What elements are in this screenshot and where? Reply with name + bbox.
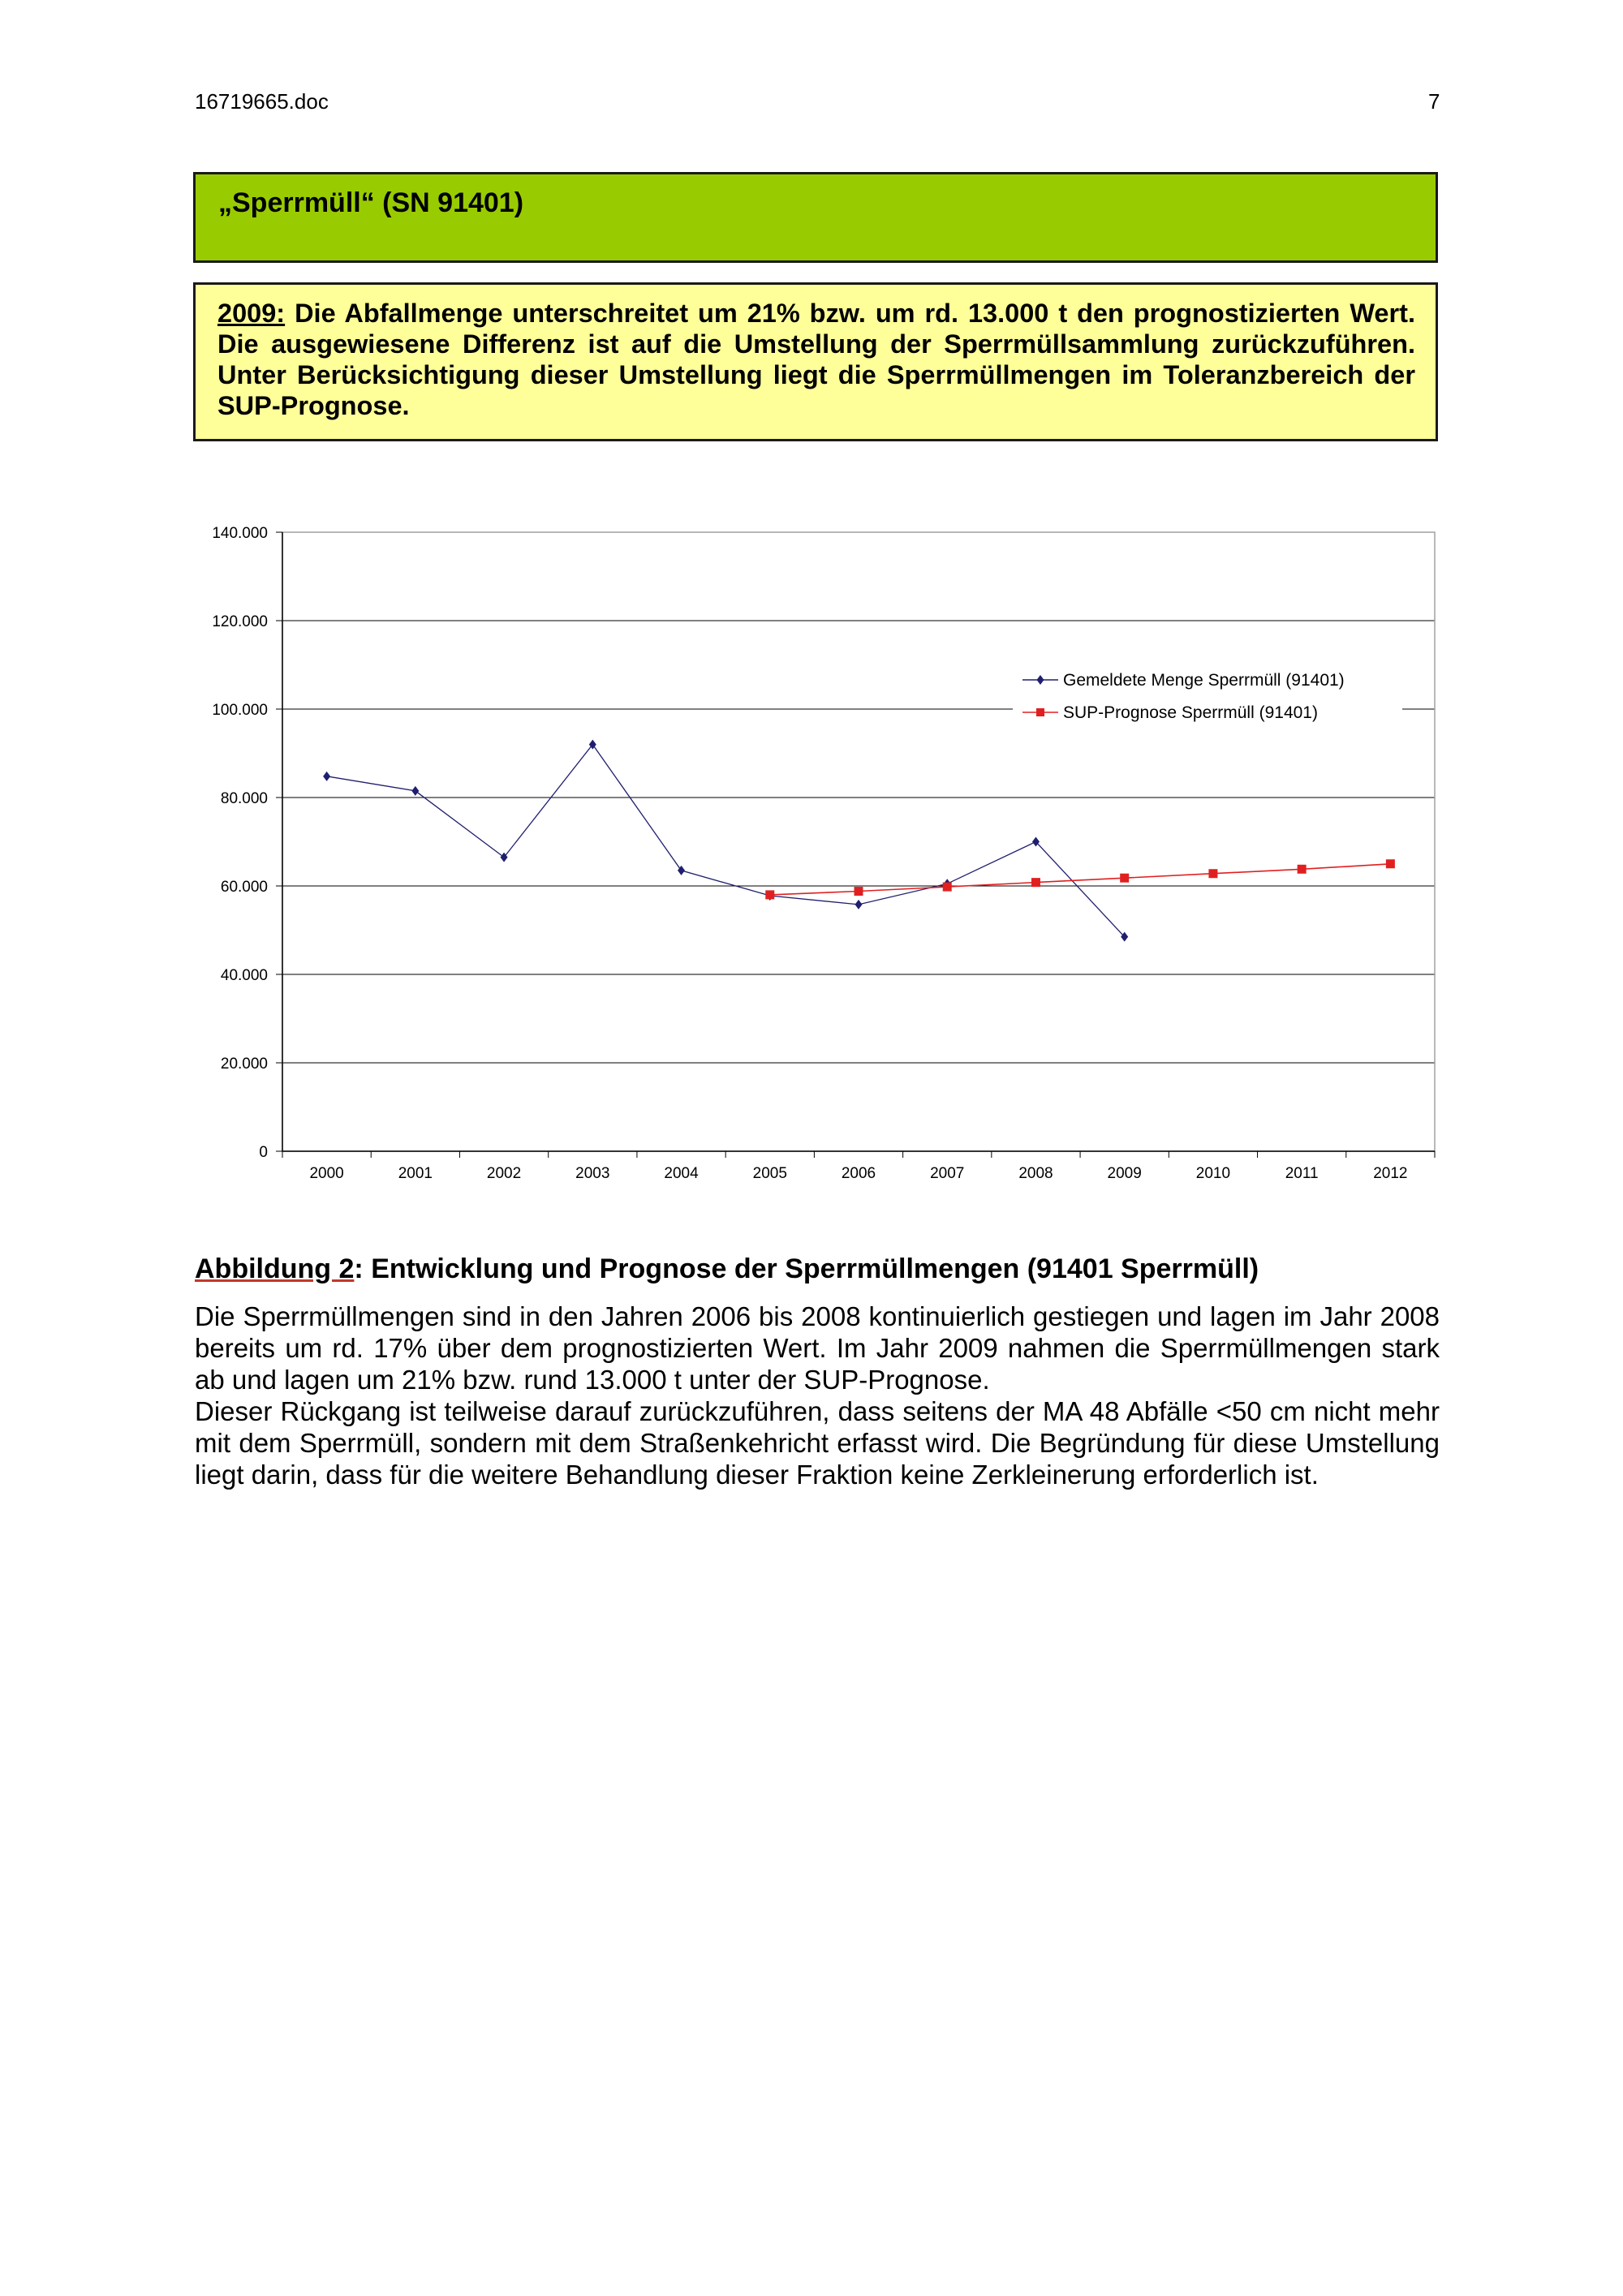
legend-entry-label: SUP-Prognose Sperrmüll (91401): [1063, 703, 1318, 722]
x-tick-label: 2012: [1373, 1165, 1408, 1182]
body-paragraph-line: Dieser Rückgang ist teilweise darauf zurückzuführen, dass seitens der MA 48 Abfälle <50 cm nicht mehr mit dem Sperrmüll, sondern mit dem Straßenkehricht erfasst wird. Die Begründung für diese Umstellung liegt darin, dass für die weitere Behandlung dieser Fraktion keine Zerkleinerung erforderlich ist.: [195, 1396, 1440, 1490]
data-point-marker: [1208, 869, 1217, 878]
section-title-box: [193, 172, 1438, 263]
data-point-marker: [765, 890, 774, 899]
data-point-marker: [943, 883, 952, 892]
legend-entry-label: Gemeldete Menge Sperrmüll (91401): [1063, 671, 1345, 690]
page-number: 7: [1428, 89, 1440, 114]
y-tick-label: 80.000: [220, 790, 268, 807]
chart-gridlines: [282, 532, 1435, 1063]
series-line: [327, 745, 1125, 937]
figure-caption-text: : Entwicklung und Prognose der Sperrmüllmengen (91401 Sperrmüll): [354, 1253, 1259, 1284]
y-tick-label: 100.000: [212, 702, 268, 719]
note-box: [193, 282, 1438, 441]
y-tick-label: 0: [259, 1144, 268, 1161]
data-point-marker: [1298, 865, 1307, 874]
figure-caption-label: Abbildung 2: [195, 1253, 355, 1284]
x-tick-label: 2000: [309, 1165, 344, 1182]
x-tick-label: 2002: [486, 1165, 522, 1182]
chart-axes: [212, 525, 1435, 1182]
data-point-marker: [855, 900, 863, 909]
data-point-marker: [411, 786, 419, 796]
y-tick-label: 120.000: [212, 613, 268, 630]
x-tick-label: 2010: [1195, 1165, 1231, 1182]
x-tick-label: 2003: [575, 1165, 610, 1182]
note-year-label: 2009:: [217, 299, 286, 328]
data-point-marker: [1120, 874, 1129, 883]
note-paragraph: [217, 298, 1415, 421]
legend-marker: [1036, 708, 1044, 716]
x-tick-label: 2006: [841, 1165, 876, 1182]
body-paragraph-line: Die Sperrmüllmengen sind in den Jahren 2006 bis 2008 kontinuierlich gestiegen und lagen im Jahr 2008 bereits um rd. 17% über dem prognostizierten Wert. Im Jahr 2009 nahmen die Sperrmüllmengen stark ab und lagen um 21% bzw. rund 13.000 t unter der SUP-Prognose.: [195, 1301, 1440, 1395]
data-point-marker: [323, 772, 330, 781]
body-paragraph: [195, 1301, 1440, 1490]
x-tick-label: 2009: [1107, 1165, 1142, 1182]
y-tick-label: 140.000: [212, 525, 268, 542]
x-tick-label: 2008: [1018, 1165, 1053, 1182]
x-tick-label: 2011: [1285, 1165, 1319, 1182]
chart-legend: [1013, 660, 1402, 729]
document-filename: 16719665.doc: [195, 89, 329, 114]
x-tick-label: 2007: [930, 1165, 965, 1182]
figure-caption: [195, 1253, 1259, 1285]
plot-area-frame: [282, 532, 1435, 1151]
y-tick-label: 20.000: [220, 1056, 268, 1073]
data-point-marker: [1386, 859, 1395, 868]
note-text: Die Abfallmenge unterschreitet um 21% bzw. um rd. 13.000 t den prognostizierten Wert. Die ausgewiesene Differenz ist auf die Umstellung der Sperrmüllsammlung zurückzuführen. Unter Berücksichtigung dieser Umstellung liegt die Sperrmüllmengen im Toleranzbereich der SUP-Prognose.: [217, 299, 1415, 420]
section-title: „Sperrmüll“ (SN 91401): [218, 187, 524, 218]
x-tick-label: 2001: [398, 1165, 433, 1182]
data-point-marker: [855, 887, 863, 896]
x-tick-label: 2004: [664, 1165, 699, 1182]
y-tick-label: 40.000: [220, 967, 268, 984]
y-tick-label: 60.000: [220, 879, 268, 896]
chart-series: [323, 740, 1395, 942]
x-tick-label: 2005: [752, 1165, 787, 1182]
sperrmuell-line-chart: [195, 519, 1444, 1193]
data-point-marker: [1031, 878, 1040, 887]
